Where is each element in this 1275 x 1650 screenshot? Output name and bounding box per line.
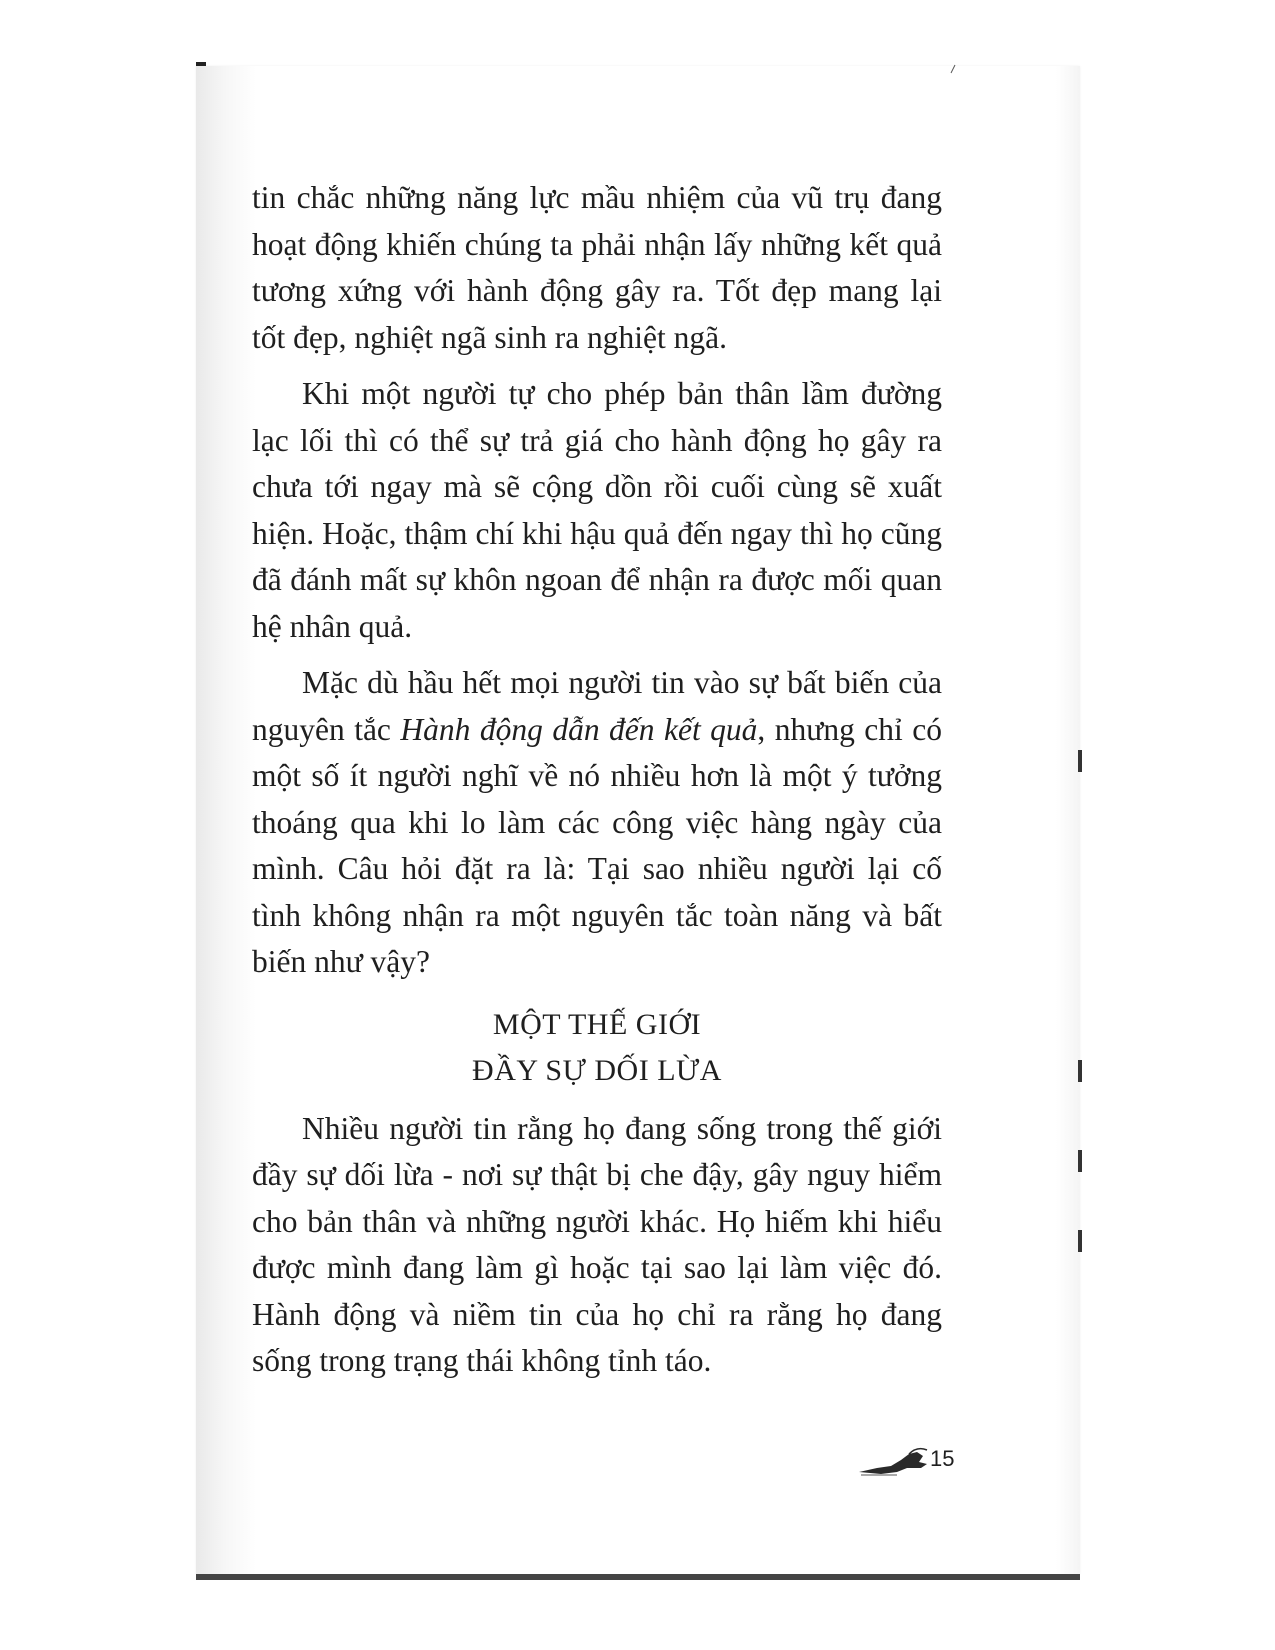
body-text — [252, 175, 942, 1395]
section-heading — [252, 1002, 942, 1094]
paragraph-1: tin chắc những năng lực mầu nhiệm của vũ trụ đang hoạt động khiến chúng ta phải nhận lấy những kết quả tương xứng với hành động gây ra. Tốt đẹp mang lại tốt đẹp, nghiệt ngã sinh ra nghiệt ngã. — [252, 180, 942, 355]
section-heading-line-1: MỘT THẾ GIỚI — [492, 1007, 702, 1041]
page-bottom-edge — [196, 1574, 1080, 1580]
paragraph-4: Nhiều người tin rằng họ đang sống trong thế giới đầy sự dối lừa - nơi sự thật bị che đậy, gây nguy hiểm cho bản thân và những người khác. Họ hiếm khi hiểu được mình đang làm gì hoặc tại sao lại làm việc đó. Hành động và niềm tin của họ chỉ ra rằng họ đang sống trong trạng thái không tỉnh táo. — [252, 1110, 942, 1378]
bird-ornament-icon — [857, 1442, 937, 1478]
paragraph-2: Khi một người tự cho phép bản thân lầm đường lạc lối thì có thể sự trả giá cho hành động họ gây ra chưa tới ngay mà sẽ cộng dồn rồi cuối cùng sẽ xuất hiện. Hoặc, thậm chí khi hậu quả đến ngay thì họ cũng đã đánh mất sự khôn ngoan để nhận ra được mối quan hệ nhân quả. — [252, 376, 942, 644]
page-edge-mark — [1078, 1060, 1082, 1082]
paragraph-3-end: , nhưng chỉ có một số ít người nghĩ về nó nhiều hơn là một ý tưởng thoáng qua khi lo làm các công việc hàng ngày của mình. Câu hỏi đặt ra là: Tại sao nhiều người lại cố tình không nhận ra một nguyên tắc toàn năng và bất biến như vậy? — [252, 711, 942, 979]
page-number: 15 — [930, 1446, 955, 1471]
paragraph-3 — [252, 660, 942, 986]
page-edge-mark — [1078, 1150, 1082, 1172]
paragraph-3-italic: Hành động dẫn đến kết quả — [400, 711, 758, 747]
paragraph-3-start: Mặc dù hầu hết mọi người tin vào sự bất biến của nguyên tắc — [252, 665, 942, 747]
section-heading-line-2: ĐẦY SỰ DỐI LỪA — [472, 1053, 722, 1087]
scratch-mark — [950, 64, 956, 74]
page-edge-mark — [1078, 750, 1082, 772]
page-edge-mark — [1078, 1230, 1082, 1252]
